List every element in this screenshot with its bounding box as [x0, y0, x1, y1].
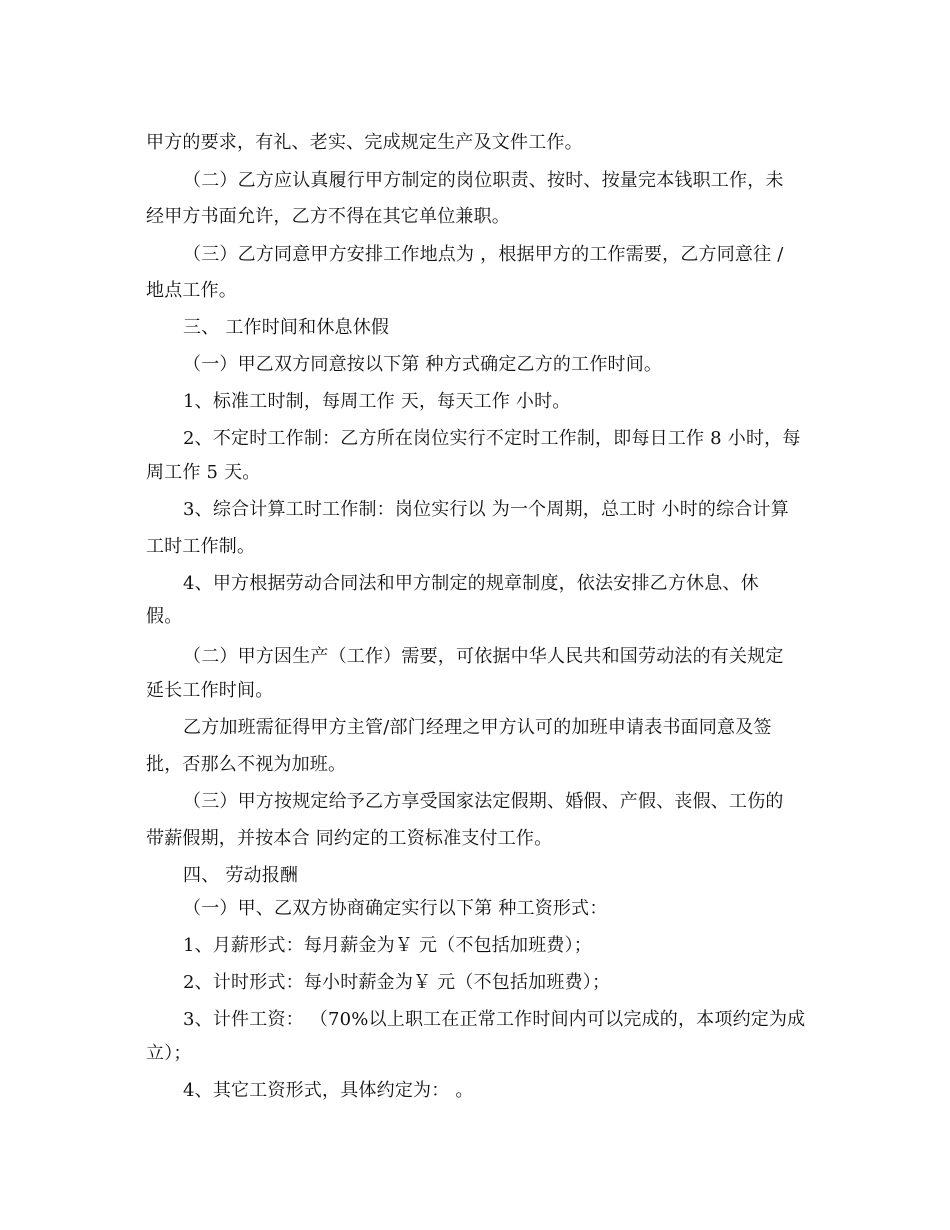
- paragraph-line: 经甲方书面允许，乙方不得在其它单位兼职。: [146, 206, 510, 227]
- section-heading: 三、 工作时间和休息休假: [183, 317, 390, 338]
- paragraph-line: 2、计时形式：每小时薪金为￥ 元（不包括加班费）；: [183, 972, 611, 993]
- paragraph-line: 立）；: [146, 1043, 192, 1064]
- paragraph-line: （二）乙方应认真履行甲方制定的岗位职责、按时、按量完本钱职工作，未: [183, 170, 784, 191]
- paragraph-line: 4、其它工资形式，具体约定为： 。: [183, 1080, 474, 1101]
- paragraph-line: 地点工作。: [146, 280, 237, 301]
- paragraph-line: 带薪假期，并按本合 同约定的工资标准支付工作。: [146, 828, 553, 849]
- paragraph-line: 3、综合计算工时工作制：岗位实行以 为一个周期，总工时 小时的综合计算: [183, 499, 789, 520]
- paragraph-line: 延长工作时间。: [146, 680, 274, 701]
- paragraph-line: 批，否那么不视为加班。: [146, 754, 347, 775]
- paragraph-line: 假。: [146, 606, 183, 627]
- paragraph-line: （一）甲乙双方同意按以下第 种方式确定乙方的工作时间。: [183, 354, 663, 375]
- paragraph-line: （三）乙方同意甲方安排工作地点为 ，根据甲方的工作需要，乙方同意往 /: [183, 244, 784, 265]
- paragraph-line: 工时工作制。: [146, 536, 256, 557]
- paragraph-line: 甲方的要求，有礼、老实、完成规定生产及文件工作。: [146, 132, 583, 153]
- paragraph-line: 3、计件工资： （70%以上职工在正常工作时间内可以完成的，本项约定为成: [183, 1009, 806, 1030]
- paragraph-line: 4、甲方根据劳动合同法和甲方制定的规章制度，依法安排乙方休息、休: [183, 573, 759, 594]
- paragraph-line: 周工作 5 天。: [146, 462, 261, 483]
- paragraph-line: 1、标准工时制，每周工作 天，每天工作 小时。: [183, 391, 571, 412]
- paragraph-line: 2、不定时工作制：乙方所在岗位实行不定时工作制，即每日工作 8 小时，每: [183, 428, 801, 449]
- paragraph-line: （三）甲方按规定给予乙方享受国家法定假期、婚假、产假、丧假、工伤的: [183, 791, 784, 812]
- paragraph-line: （一）甲、乙双方协商确定实行以下第 种工资形式：: [183, 898, 608, 919]
- paragraph-line: 乙方加班需征得甲方主管/部门经理之甲方认可的加班申请表书面同意及签: [183, 717, 772, 738]
- paragraph-line: （二）甲方因生产（工作）需要，可依据中华人民共和国劳动法的有关规定: [183, 646, 784, 667]
- paragraph-line: 1、月薪形式：每月薪金为￥ 元（不包括加班费）；: [183, 935, 592, 956]
- section-heading: 四、 劳动报酬: [183, 865, 299, 886]
